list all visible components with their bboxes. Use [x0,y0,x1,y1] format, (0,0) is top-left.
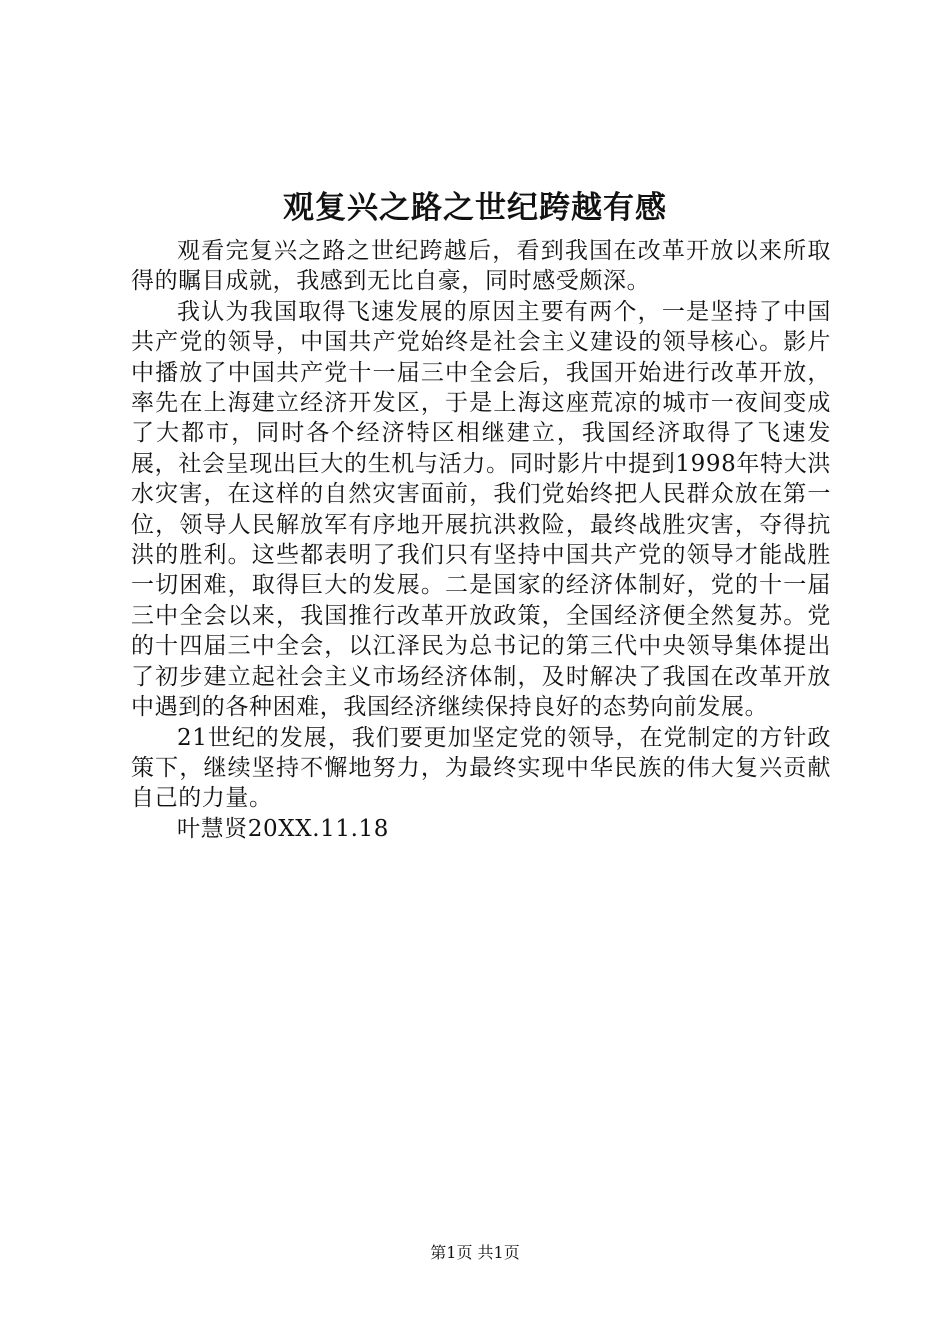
document-body [131,236,831,844]
document-title: 观复兴之路之世纪跨越有感 [283,190,667,226]
page-footer: 第1页 共1页 [430,1243,520,1262]
paragraph-main: 我认为我国取得飞速发展的原因主要有两个，一是坚持了中国共产党的领导，中国共产党始终是社会主义建设的领导核心。影片中播放了中国共产党十一届三中全会后，我国开始进行改革开放，率先在上海建立经济开发区，于是上海这座荒凉的城市一夜间变成了大都市，同时各个经济特区相继建立，我国经济取得了飞速发展，社会呈现出巨大的生机与活力。同时影片中提到1998年特大洪水灾害，在这样的自然灾害面前，我们党始终把人民群众放在第一位，领导人民解放军有序地开展抗洪救险，最终战胜灾害，夺得抗洪的胜利。这些都表明了我们只有坚持中国共产党的领导才能战胜一切困难，取得巨大的发展。二是国家的经济体制好，党的十一届三中全会以来，我国推行改革开放政策，全国经济便全然复苏。党的十四届三中全会，以江泽民为总书记的第三代中央领导集体提出了初步建立起社会主义市场经济体制，及时解决了我国在改革开放中遇到的各种困难，我国经济继续保持良好的态势向前发展。 [131,298,831,721]
author-signature-date: 叶慧贤20XX.11.18 [177,815,389,842]
paragraph-conclusion: 21世纪的发展，我们要更加坚定党的领导，在党制定的方针政策下，继续坚持不懈地努力，为最终实现中华民族的伟大复兴贡献自己的力量。 [131,724,831,812]
paragraph-intro: 观看完复兴之路之世纪跨越后，看到我国在改革开放以来所取得的瞩目成就，我感到无比自豪，同时感受颇深。 [131,238,831,295]
